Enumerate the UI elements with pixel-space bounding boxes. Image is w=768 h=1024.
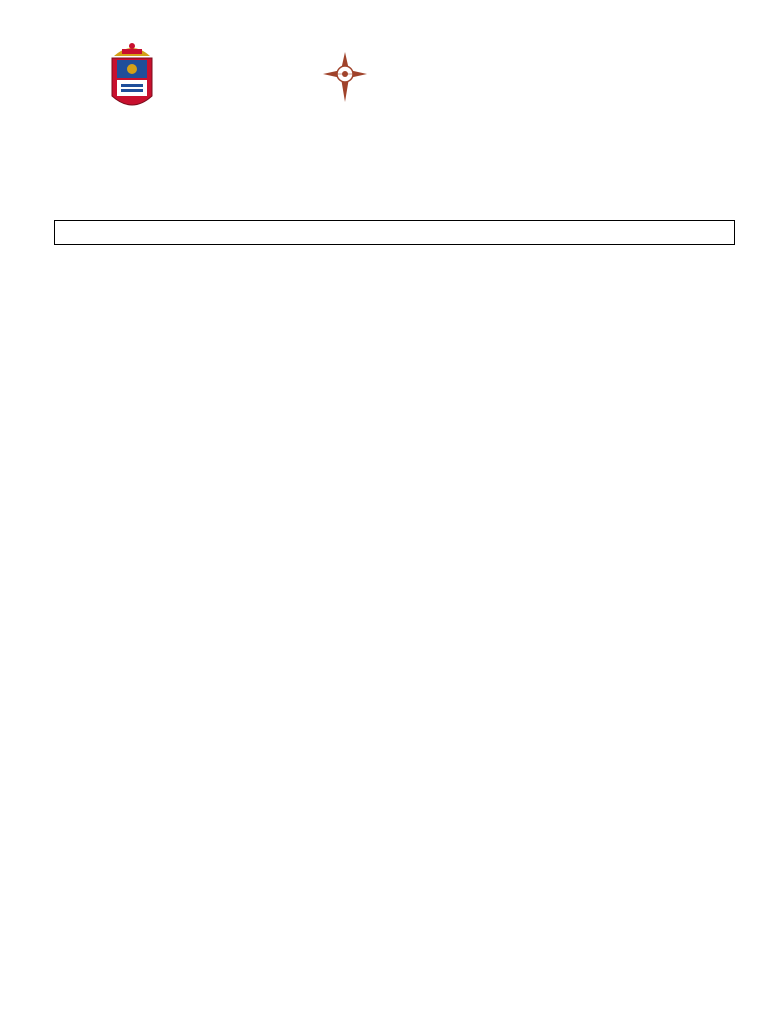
jubilar-cross-icon <box>323 52 367 102</box>
title-box <box>54 220 735 245</box>
cantabria-coat-of-arms-icon <box>112 43 152 105</box>
header-logos <box>0 0 768 130</box>
